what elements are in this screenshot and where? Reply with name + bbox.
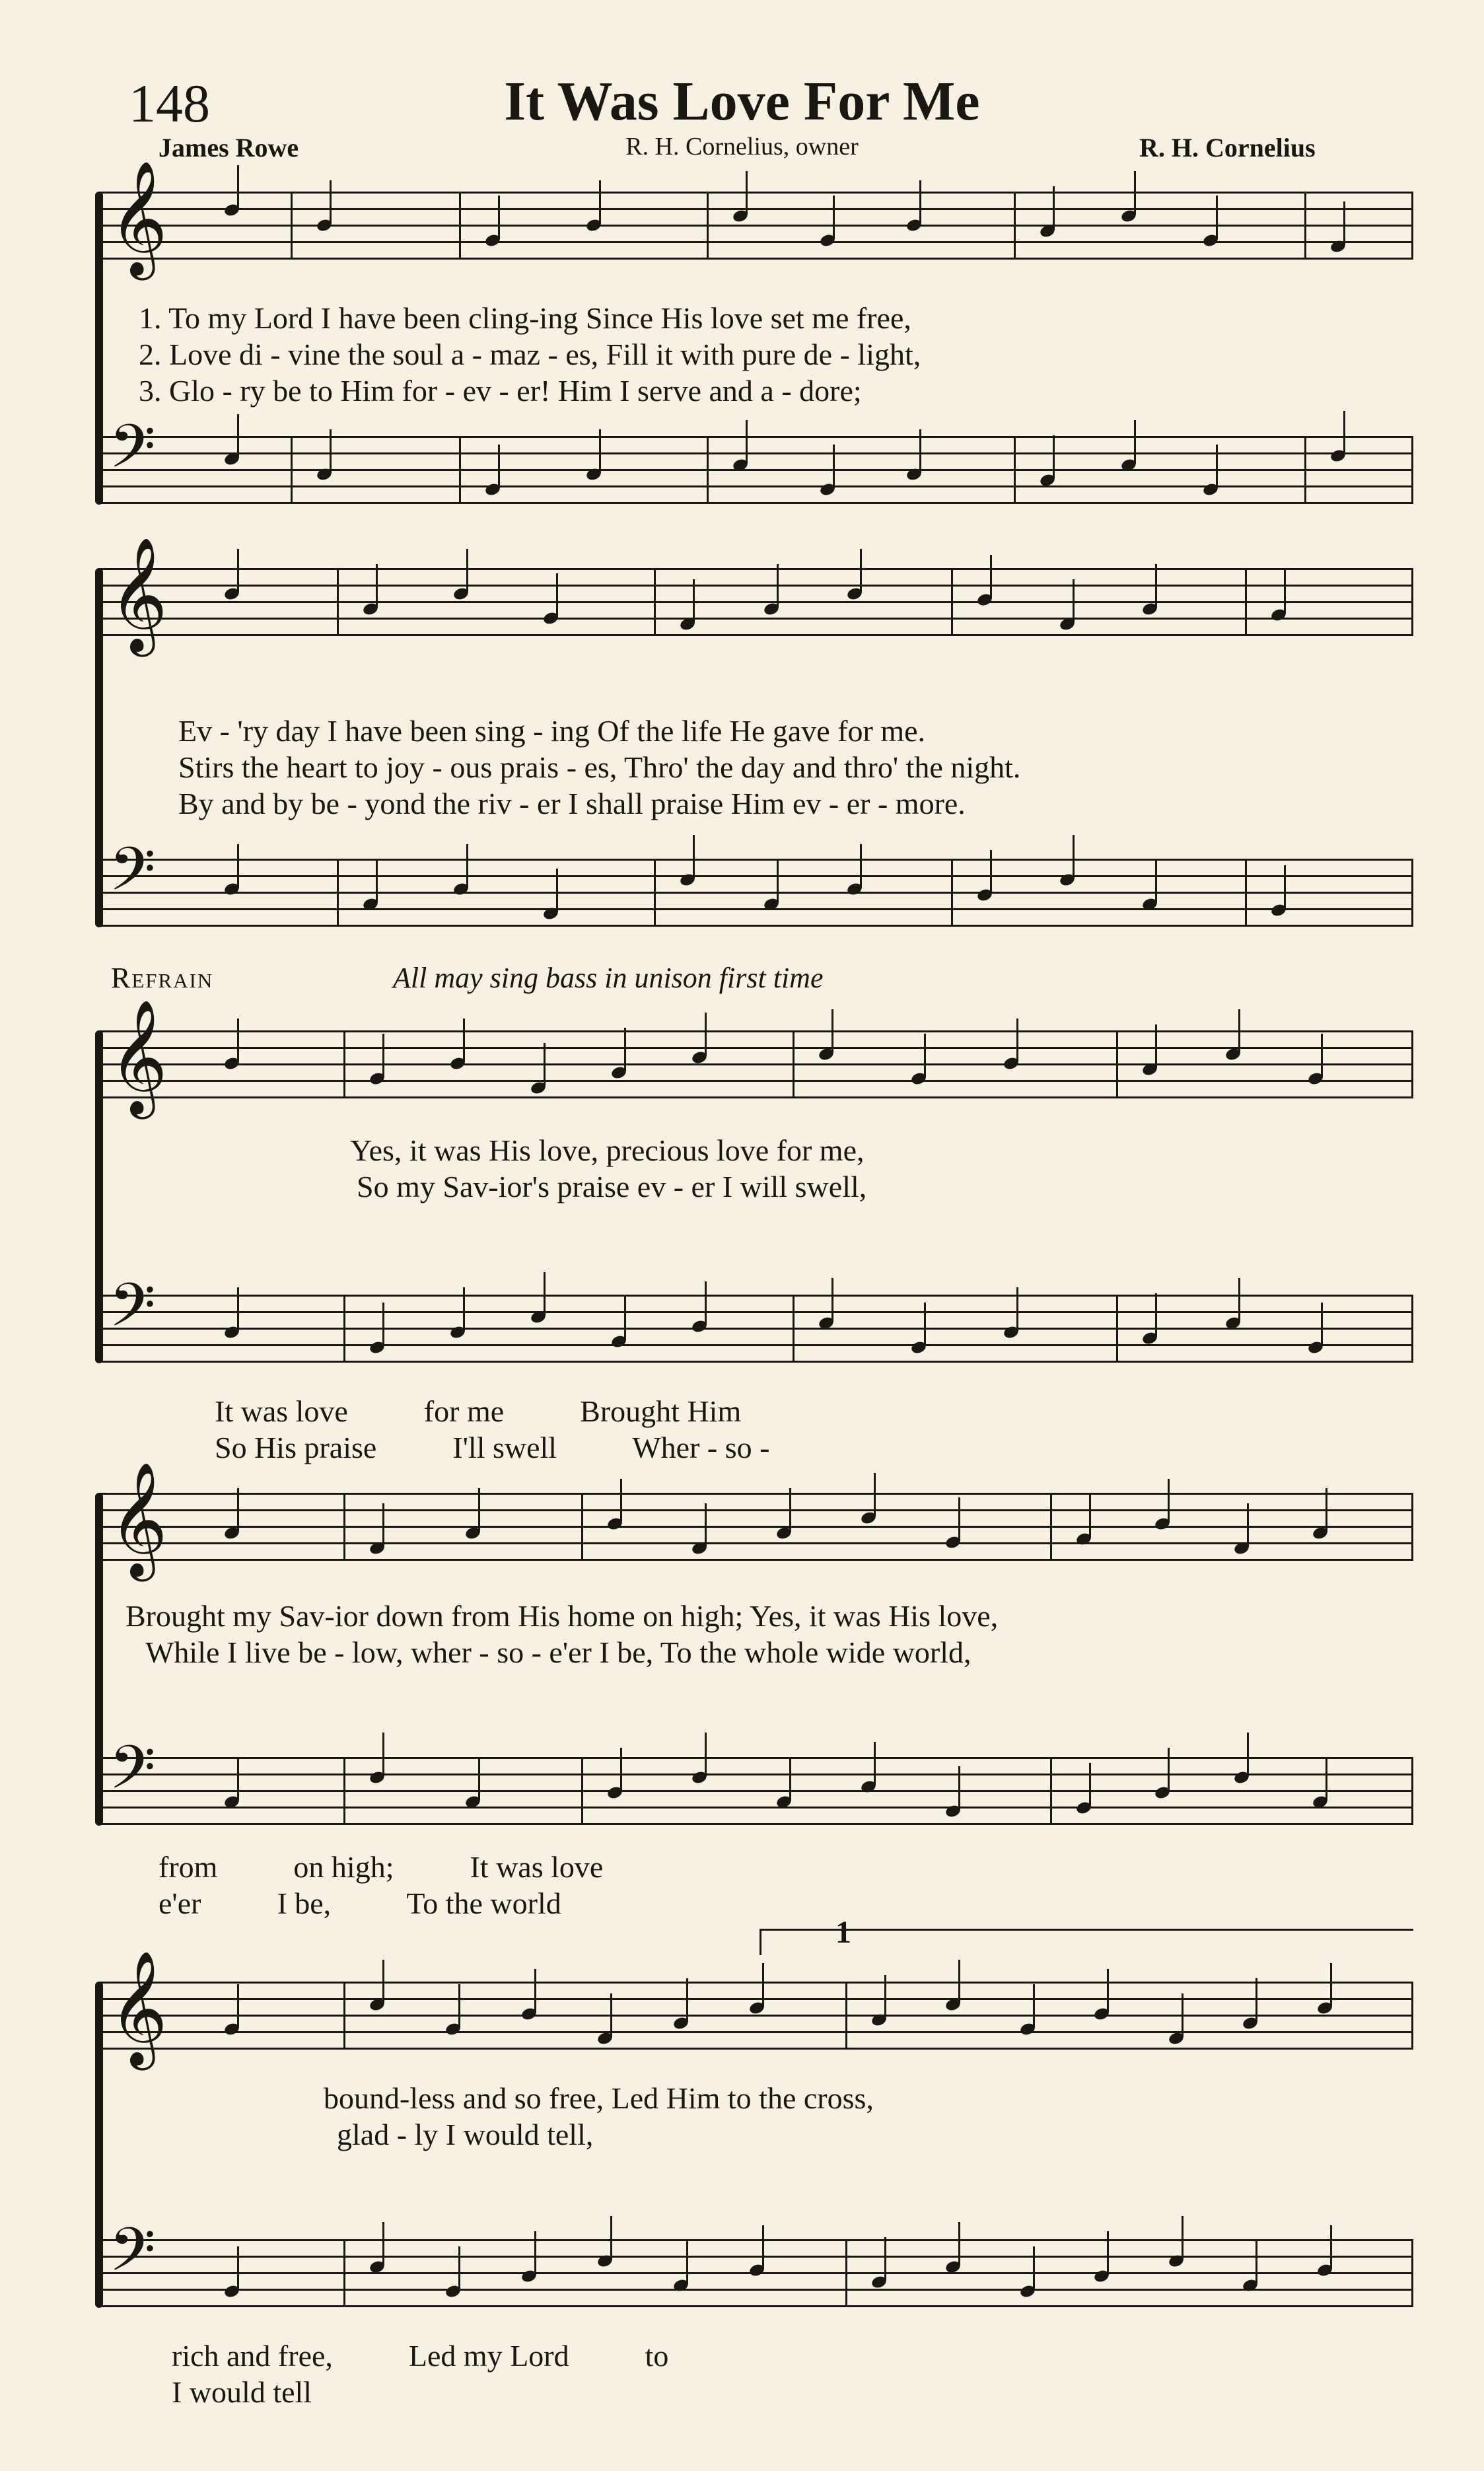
note-stem <box>990 555 992 598</box>
note-stem <box>833 445 835 488</box>
verse-2-line-1: 2. Love di - vine the soul a - maz - es, Fill it with pure de - light, <box>139 338 921 371</box>
note-stem <box>693 835 695 878</box>
system-brace <box>95 192 103 505</box>
note-stem <box>458 1984 460 2028</box>
staff-line <box>99 1757 1413 1759</box>
note-stem <box>1284 570 1286 614</box>
note-stem <box>746 420 748 464</box>
first-ending-bracket-edge <box>760 1929 761 1955</box>
note-stem <box>919 180 921 224</box>
note-stem <box>746 171 748 215</box>
staff-line <box>99 2289 1413 2291</box>
staff-line <box>99 1328 1413 1330</box>
treble-staff <box>99 1951 1413 2065</box>
note-stem <box>1033 2246 1035 2290</box>
note-stem <box>1216 445 1218 488</box>
barline <box>291 192 293 260</box>
barline <box>581 1757 583 1825</box>
note-stem <box>1325 1488 1327 1532</box>
note-stem <box>1089 1763 1091 1807</box>
note-stem <box>990 850 992 894</box>
note-stem <box>498 445 500 488</box>
note-stem <box>1168 1479 1170 1522</box>
barline <box>1411 1493 1413 1561</box>
treble-clef-icon: 𝄞 <box>109 537 168 652</box>
staff-line <box>99 925 1413 927</box>
refrain-treble-line-5: bound-less and so free, Led Him to the cross, <box>324 2081 874 2115</box>
staff-line <box>99 1493 1413 1495</box>
note-stem <box>1168 1748 1170 1791</box>
staff-line <box>99 1982 1413 1984</box>
treble-clef-icon: 𝄞 <box>109 999 168 1114</box>
barline <box>1014 436 1016 504</box>
system-4 <box>99 1462 1413 1920</box>
note-stem <box>599 429 601 473</box>
barline <box>343 1493 345 1561</box>
barline <box>1245 859 1247 927</box>
barline <box>1245 568 1247 636</box>
system-brace <box>95 1493 103 1826</box>
barline <box>793 1295 795 1363</box>
note-stem <box>789 1757 791 1801</box>
hymn-number: 148 <box>129 73 210 133</box>
note-stem <box>376 859 378 903</box>
bass-clef-icon: 𝄢 <box>109 1270 156 1355</box>
system-brace <box>95 568 103 927</box>
barline <box>1411 1757 1413 1825</box>
system-2 <box>99 535 1413 919</box>
barline <box>654 859 656 927</box>
note-stem <box>1238 1009 1240 1053</box>
staff-line <box>99 892 1413 894</box>
barline <box>1304 192 1306 260</box>
staff-line <box>99 1361 1413 1363</box>
owner-credit: R. H. Cornelius, owner <box>625 133 859 161</box>
staff-line <box>99 875 1413 877</box>
bass-staff <box>99 1270 1413 1363</box>
staff-line <box>99 1509 1413 1511</box>
note-stem <box>1343 201 1345 245</box>
treble-staff <box>99 161 1413 275</box>
note-stem <box>1182 1993 1184 2037</box>
barline <box>951 568 953 636</box>
treble-staff <box>99 1462 1413 1577</box>
note-stem <box>382 1733 384 1776</box>
staff-line <box>99 634 1413 636</box>
barline <box>459 436 461 504</box>
note-stem <box>1155 859 1157 903</box>
staff-line <box>99 568 1413 570</box>
note-stem <box>1321 1303 1323 1346</box>
note-stem <box>1073 835 1075 878</box>
barline <box>1411 1295 1413 1363</box>
note-stem <box>556 573 558 617</box>
note-stem <box>237 165 239 209</box>
verse-3-line-2: By and by be - yond the riv - er I shall praise Him ev - er - more. <box>178 787 966 820</box>
note-stem <box>544 1272 546 1316</box>
staff-line <box>99 1096 1413 1098</box>
verse-1-line-1: 1. To my Lord I have been cling-ing Since His love set me free, <box>139 301 911 335</box>
barline <box>343 1030 345 1098</box>
note-stem <box>1134 171 1136 215</box>
staff-line <box>99 585 1413 587</box>
barline <box>343 1982 345 2050</box>
note-stem <box>466 549 468 592</box>
treble-staff <box>99 537 1413 652</box>
staff-line <box>99 1823 1413 1825</box>
note-stem <box>860 844 862 888</box>
note-stem <box>382 1503 384 1547</box>
note-stem <box>620 1748 622 1791</box>
bass-clef-icon: 𝄢 <box>109 1733 156 1817</box>
barline <box>337 859 339 927</box>
bass-staff <box>99 1733 1413 1826</box>
note-stem <box>924 1303 926 1346</box>
staff-line <box>99 2239 1413 2241</box>
note-stem <box>1155 564 1157 608</box>
bass-staff <box>99 2215 1413 2308</box>
staff-line <box>99 1295 1413 1297</box>
treble-clef-icon: 𝄞 <box>109 1462 168 1577</box>
note-stem <box>620 1479 622 1522</box>
hymn-title: It Was Love For Me <box>504 71 980 132</box>
note-stem <box>705 1013 707 1056</box>
staff-line <box>99 436 1413 438</box>
note-stem <box>789 1488 791 1532</box>
note-stem <box>463 1287 465 1331</box>
note-stem <box>478 1757 480 1801</box>
refrain-bass-line-2: So His praise I'll swell Wher - so - <box>215 1431 770 1464</box>
barline <box>1411 1982 1413 2050</box>
treble-staff <box>99 999 1413 1114</box>
refrain-bass-line-5: rich and free, Led my Lord to <box>172 2339 669 2373</box>
note-stem <box>610 2216 612 2260</box>
note-stem <box>599 180 601 224</box>
refrain-treble-line-4: While I live be - low, wher - so - e'er I be, To the whole wide world, <box>145 1635 972 1669</box>
note-stem <box>1247 1503 1249 1547</box>
note-stem <box>958 1497 960 1541</box>
note-stem <box>1325 1757 1327 1801</box>
note-stem <box>874 1742 876 1785</box>
staff-line <box>99 1773 1413 1775</box>
first-ending-number: 1 <box>835 1915 851 1950</box>
barline <box>459 192 461 260</box>
refrain-bass-line-3: from on high; It was love <box>159 1850 604 1884</box>
note-stem <box>556 869 558 912</box>
note-stem <box>237 1984 239 2028</box>
note-stem <box>498 196 500 239</box>
system-1 <box>99 161 1413 522</box>
note-stem <box>237 2246 239 2290</box>
staff-line <box>99 1030 1413 1032</box>
staff-line <box>99 1559 1413 1561</box>
note-stem <box>1155 1293 1157 1337</box>
note-stem <box>382 1303 384 1346</box>
staff-line <box>99 1047 1413 1049</box>
bass-clef-icon: 𝄢 <box>109 412 156 496</box>
note-stem <box>466 844 468 888</box>
staff-line <box>99 1542 1413 1544</box>
note-stem <box>237 1019 239 1062</box>
staff-line <box>99 1063 1413 1065</box>
note-stem <box>833 196 835 239</box>
staff-line <box>99 2305 1413 2307</box>
lyricist-credit: James Rowe <box>159 133 299 162</box>
refrain-label: Refrain <box>111 962 214 994</box>
barline <box>845 1982 847 2050</box>
note-stem <box>544 1043 546 1087</box>
note-stem <box>860 549 862 592</box>
note-stem <box>237 549 239 592</box>
staff-line <box>99 1998 1413 2000</box>
note-stem <box>1033 1984 1035 2028</box>
barline <box>1411 2239 1413 2307</box>
refrain-treble-line-2: So my Sav-ior's praise ev - er I will swell, <box>357 1170 867 1203</box>
system-brace <box>95 1982 103 2308</box>
note-stem <box>884 1975 886 2019</box>
note-stem <box>831 1009 833 1053</box>
refrain-bass-line-6: I would tell <box>172 2375 312 2409</box>
barline <box>707 192 709 260</box>
refrain-treble-line-1: Yes, it was His love, precious love for me, <box>350 1133 865 1167</box>
note-stem <box>237 414 239 458</box>
staff-line <box>99 1790 1413 1792</box>
first-ending-bracket <box>760 1929 1413 1931</box>
note-stem <box>874 1473 876 1517</box>
note-stem <box>1107 2231 1109 2275</box>
note-stem <box>1330 1963 1332 2007</box>
note-stem <box>1134 420 1136 464</box>
barline <box>1116 1030 1118 1098</box>
barline <box>581 1493 583 1561</box>
staff-line <box>99 908 1413 910</box>
note-stem <box>705 1281 707 1325</box>
note-stem <box>624 1297 626 1340</box>
barline <box>343 2239 345 2307</box>
verse-2-line-2: Stirs the heart to joy - ous prais - es, Thro' the day and thro' the night. <box>178 750 1021 784</box>
system-3 <box>99 999 1413 1466</box>
barline <box>337 568 339 636</box>
barline <box>1304 436 1306 504</box>
barline <box>654 568 656 636</box>
barline <box>291 436 293 504</box>
note-stem <box>762 1963 764 2007</box>
note-stem <box>330 429 332 473</box>
note-stem <box>1107 1969 1109 2013</box>
note-stem <box>831 1278 833 1322</box>
staff-line <box>99 618 1413 620</box>
bass-staff <box>99 834 1413 927</box>
note-stem <box>924 1034 926 1077</box>
staff-line <box>99 601 1413 603</box>
note-stem <box>762 2225 764 2269</box>
staff-line <box>99 1526 1413 1528</box>
barline <box>845 2239 847 2307</box>
note-stem <box>382 1034 384 1077</box>
note-stem <box>1016 1019 1018 1062</box>
note-stem <box>919 429 921 473</box>
note-stem <box>1330 2225 1332 2269</box>
note-stem <box>610 1993 612 2037</box>
note-stem <box>958 1766 960 1810</box>
staff-line <box>99 258 1413 260</box>
note-stem <box>1053 435 1055 479</box>
staff-line <box>99 1080 1413 1082</box>
bass-staff <box>99 412 1413 505</box>
note-stem <box>1182 2216 1184 2260</box>
note-stem <box>534 2231 536 2275</box>
refrain-instruction: All may sing bass in unison first time <box>393 962 824 994</box>
barline <box>1411 568 1413 636</box>
barline <box>1411 859 1413 927</box>
note-stem <box>463 1019 465 1062</box>
bass-clef-icon: 𝄢 <box>109 834 156 919</box>
note-stem <box>777 564 779 608</box>
note-stem <box>1089 1494 1091 1538</box>
note-stem <box>777 859 779 903</box>
barline <box>343 1295 345 1363</box>
note-stem <box>237 844 239 888</box>
barline <box>1014 192 1016 260</box>
barline <box>1411 1030 1413 1098</box>
staff-line <box>99 1344 1413 1346</box>
note-stem <box>1216 196 1218 239</box>
staff-line <box>99 1311 1413 1313</box>
staff-line <box>99 192 1413 194</box>
barline <box>793 1030 795 1098</box>
barline <box>1050 1493 1052 1561</box>
note-stem <box>478 1488 480 1532</box>
note-stem <box>705 1733 707 1776</box>
note-stem <box>884 2237 886 2281</box>
note-stem <box>1255 1978 1257 2022</box>
note-stem <box>1247 1733 1249 1776</box>
refrain-treble-line-6: glad - ly I would tell, <box>337 2118 594 2151</box>
note-stem <box>624 1028 626 1071</box>
barline <box>1411 436 1413 504</box>
barline <box>1050 1757 1052 1825</box>
note-stem <box>1343 411 1345 454</box>
note-stem <box>534 1969 536 2013</box>
note-stem <box>1016 1287 1018 1331</box>
composer-credit: R. H. Cornelius <box>1139 133 1316 162</box>
refrain-bass-line-1: It was love for me Brought Him <box>215 1394 742 1428</box>
barline <box>1116 1295 1118 1363</box>
note-stem <box>705 1503 707 1547</box>
treble-clef-icon: 𝄞 <box>109 1951 168 2065</box>
barline <box>1411 192 1413 260</box>
note-stem <box>382 2222 384 2266</box>
system-5 <box>99 1951 1413 2431</box>
note-stem <box>330 180 332 224</box>
note-stem <box>1073 579 1075 623</box>
staff-line <box>99 2048 1413 2050</box>
staff-line <box>99 2015 1413 2017</box>
note-stem <box>1255 2240 1257 2284</box>
note-stem <box>1053 186 1055 230</box>
staff-line <box>99 859 1413 861</box>
verse-1-line-2: Ev - 'ry day I have been sing - ing Of the life He gave for me. <box>178 714 926 748</box>
note-stem <box>376 564 378 608</box>
staff-line <box>99 2256 1413 2258</box>
refrain-bass-line-4: e'er I be, To the world <box>159 1886 561 1920</box>
system-brace <box>95 1030 103 1363</box>
note-stem <box>237 1757 239 1801</box>
note-stem <box>1321 1034 1323 1077</box>
note-stem <box>458 2246 460 2290</box>
staff-line <box>99 1807 1413 1808</box>
bass-clef-icon: 𝄢 <box>109 2215 156 2299</box>
note-stem <box>686 2240 688 2284</box>
refrain-treble-line-3: Brought my Sav-ior down from His home on high; Yes, it was His love, <box>125 1599 999 1633</box>
note-stem <box>237 1488 239 1532</box>
staff-line <box>99 502 1413 504</box>
note-stem <box>1238 1278 1240 1322</box>
barline <box>951 859 953 927</box>
note-stem <box>1284 865 1286 909</box>
note-stem <box>958 2222 960 2266</box>
note-stem <box>693 579 695 623</box>
note-stem <box>1155 1024 1157 1068</box>
treble-clef-icon: 𝄞 <box>109 161 168 275</box>
note-stem <box>237 1287 239 1331</box>
note-stem <box>382 1960 384 2003</box>
staff-line <box>99 2031 1413 2033</box>
note-stem <box>958 1960 960 2003</box>
barline <box>707 436 709 504</box>
note-stem <box>686 1978 688 2022</box>
barline <box>343 1757 345 1825</box>
verse-3-line-1: 3. Glo - ry be to Him for - ev - er! Him I serve and a - dore; <box>139 374 862 408</box>
